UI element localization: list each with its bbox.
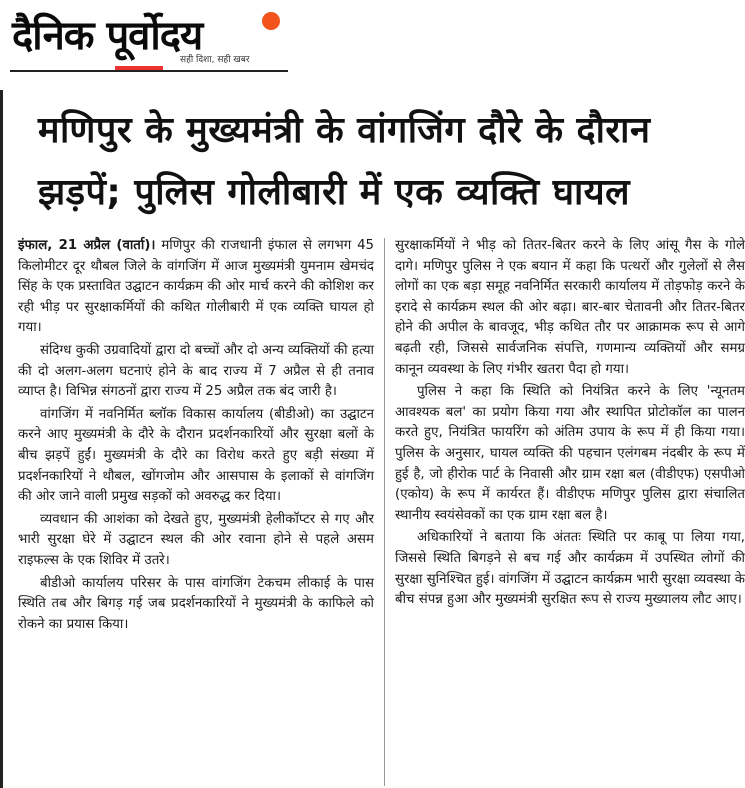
tagline: सही दिशा, सही खबर <box>180 55 250 65</box>
paragraph: सुरक्षाकर्मियों ने भीड़ को तितर-बितर करने के लिए आंसू गैस के गोले दागे। मणिपुर पुलिस ने एक बयान में कहा कि पत्थरों और गुलेलों से लैस लोगों का एक बड़ा समूह नवनिर्मित सरकारी कार्यालय में तोड़फोड़ करने के इरादे से कार्यक्रम स्थल की ओर बढ़ा। बार-बार चेतावनी और तितर-बितर होने की अपील के बावजूद, भीड़ कथित तौर पर आक्रामक रूप से आगे बढ़ती रही, जिससे सार्वजनिक संपत्ति, गणमान्य व्यक्तियों और समग्र कानून व्यवस्था के लिए गंभीर खतरा पैदा हो गया। <box>395 238 745 377</box>
page-edge-rule <box>0 90 3 788</box>
newspaper-logo: दैनिक पूर्वोदय <box>12 13 203 59</box>
article-column-left <box>18 236 374 637</box>
paragraph-text: मणिपुर की राजधानी इंफाल से लगभग 45 किलोमीटर दूर थौबल जिले के वांगजिंग में आज मुख्यमंत्री युमनाम खेमचंद सिंह के एक प्रस्तावित उद्घाटन कार्यक्रम की ओर मार्च करने की कोशिश कर रही भीड़ पर सुरक्षाकर्मियों की कथित गोलीबारी में एक व्यक्ति घायल हो गया। <box>18 238 374 336</box>
article-column-right <box>395 236 745 613</box>
paragraph: व्यवधान की आशंका को देखते हुए, मुख्यमंत्री हेलीकॉप्टर से गए और भारी सुरक्षा घेरे में उद्घाटन स्थल की ओर रवाना होने से पहले असम राइफल्स के एक शिविर में उतरे। <box>18 511 374 568</box>
paragraph: संदिग्ध कुकी उग्रवादियों द्वारा दो बच्चों और दो अन्य व्यक्तियों की हत्या की दो अलग-अलग घटनाएं होने के बाद राज्य में 7 अप्रैल से ही तनाव व्याप्त है। विभिन्न संगठनों द्वारा राज्य में 25 अप्रैल तक बंद जारी है। <box>18 342 374 400</box>
headline-line-1: मणिपुर के मुख्यमंत्री के वांगजिंग दौरे के दौरान <box>38 110 651 151</box>
paragraph: वांगजिंग में नवनिर्मित ब्लॉक विकास कार्यालय (बीडीओ) का उद्घाटन करने आए मुख्यमंत्री के दौरे के दौरान प्रदर्शनकारियों और सुरक्षा बलों के बीच झड़पें हुईं। मुख्यमंत्री के दौरे का विरोध करते हुए बड़ी संख्या में प्रदर्शनकारियों ने थौबल, खोंगजोम और आसपास के इलाकों से वांगजिंग की ओर जाने वाली प्रमुख सड़कों को अवरुद्ध कर दिया। <box>18 406 374 505</box>
paragraph: पुलिस ने कहा कि स्थिति को नियंत्रित करने के लिए 'न्यूनतम आवश्यक बल' का प्रयोग किया गया और स्थापित प्रोटोकॉल का पालन करते हुए, नियंत्रित फायरिंग को अंतिम उपाय के रूप में ही किया गया। पुलिस के अनुसार, घायल व्यक्ति की पहचान एलंगबम नंदबीर के रूप में हुई है, जो हीरोक पार्ट के निवासी और ग्राम रक्षा बल (वीडीएफ) एसपीओ (एकोय) के रूप में कार्यरत हैं। वीडीएफ मणिपुर पुलिस द्वारा संचालित स्थानीय स्वयंसेवकों का एक ग्राम रक्षा बल है। <box>395 384 745 523</box>
article-headline <box>38 100 738 224</box>
dateline: इंफाल, 21 अप्रैल (वार्ता)। <box>18 238 156 253</box>
rising-sun-icon <box>262 12 280 30</box>
masthead <box>10 2 290 74</box>
headline-line-2: झड़पें; पुलिस गोलीबारी में एक व्यक्ति घायल <box>38 172 631 213</box>
paragraph: बीडीओ कार्यालय परिसर के पास वांगजिंग टेकचम लीकाई के पास स्थिति तब और बिगड़ गई जब प्रदर्शनकारियों ने मुख्यमंत्री के काफिले को रोकने का प्रयास किया। <box>18 575 374 632</box>
masthead-divider <box>10 70 288 72</box>
paragraph <box>18 236 374 339</box>
paragraph: अधिकारियों ने बताया कि अंततः स्थिति पर काबू पा लिया गया, जिससे स्थिति बिगड़ने से बच गई और कार्यक्रम में उपस्थित लोगों की सुरक्षा सुनिश्चित हुई। वांगजिंग में उद्घाटन कार्यक्रम भारी सुरक्षा व्यवस्था के बीच संपन्न हुआ और मुख्यमंत्री सुरक्षित रूप से राज्य मुख्यालय लौट आए। <box>395 530 745 608</box>
column-divider <box>384 238 385 786</box>
